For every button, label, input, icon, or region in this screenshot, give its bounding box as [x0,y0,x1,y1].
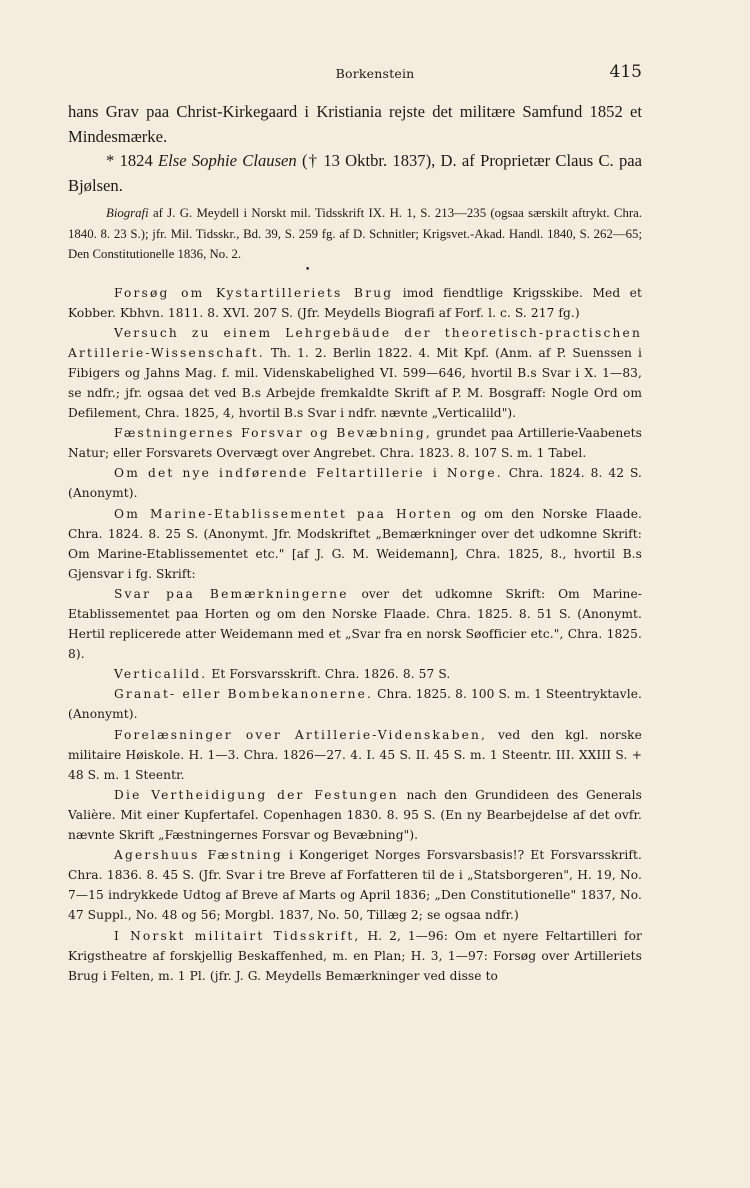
running-head: Borkenstein [335,66,415,81]
entry-title: Verticalild. [114,667,208,682]
bibliography-entry [68,323,642,423]
bibliography-entry [68,845,642,925]
bibliography-list [68,283,642,986]
bibliography-entry [68,463,642,503]
entry-title: Forsøg om Kystartilleriets Brug [114,285,394,300]
spouse-details: († 13 Oktbr. 1837), D. af Proprietær Claus C. paa Bjølsen. [68,151,643,195]
bibliography-entry [68,725,642,785]
entry-title: Agershuus Fæstning [114,848,283,863]
entry-title: Om Marine-Etablissementet paa Horten [114,506,453,521]
entry-text: og om den Norske Flaade. Chra. 1824. 8. 25 S. (Anonymt. Jfr. Modskriftet „Bemærkninger over det udkomne Skrift: Om Marine-Etablissementet etc." [af J. G. M. Weidemann], Chra. 1825, 8., hvortil B.s Gjensvar i fg. Skrift: [68,506,642,581]
bibliography-entry [68,664,642,684]
entry-text: imod fiendtlige Krigsskibe. Med et Kobber. Kbhvn. 1811. 8. XVI. 207 S. (Jfr. Meydells Biografi af Forf. l. c. S. 217 fg.) [68,285,642,320]
entry-text: Th. 1. 2. Berlin 1822. 4. Mit Kpf. (Anm. af P. Suenssen i Fibigers og Jahns Mag. f. mil. Videnskabelighed VI. 599—646, hvortil B.s Svar i X. 1—83, se ndfr.; jfr. ogsaa det ved B.s Arbejde fremkaldte Skrift af P. M. Bosgraff: Nogle Ord om Defilement, Chra. 1825, 4, hvortil B.s Svar i ndfr. nævnte „Verticalild"). [68,345,642,421]
bibliography-entry [68,584,642,664]
bibliography-entry [68,926,642,986]
entry-title: I Norskt militairt Tidsskrift, [114,928,361,943]
entry-text: Chra. 1824. 8. 42 S. (Anonymt). [68,466,642,501]
entry-text: over det udkomne Skrift: Om Marine-Etablissementet paa Horten og om den Norske Flaade. Chra. 1825. 8. 51 S. (Anonymt. Hertil replicerede atter Weidemann med et „Svar fra en norsk Søofficier etc.", Chra. 1825. 8). [68,586,642,662]
dot-mark: • [305,264,311,275]
bio-paragraph-grave: hans Grav paa Christ-Kirkegaard i Kristiania rejste det militære Samfund 1852 et Mindesmærke. [68,102,642,146]
entry-text: ved den kgl. norske militaire Høiskole. H. 1—3. Chra. 1826—27. 4. I. 45 S. II. 45 S. m. 1 Steentr. III. XXIII S. + 48 S. m. 1 Steentr. [68,727,642,782]
entry-text: nach den Grundideen des Generals Valière. Mit einer Kupfertafel. Copenhagen 1830. 8. 95 S. (En ny Bearbejdelse af det ovfr. nævnte Skrift „Fæstningernes Forsvar og Bevæbning"). [68,787,643,843]
entry-title: Om det nye indførende Feltartillerie i Norge. [114,466,503,481]
bibliography-entry [68,785,642,845]
sources-label: Biografi [106,206,149,220]
bio-paragraph-marriage [68,149,642,198]
entry-title: Versuch zu einem Lehrgebäude der theoretisch-practischen Artillerie-Wissenschaft. [68,325,642,360]
entry-text: i Kongeriget Norges Forsvarsbasis!? Et Forsvarsskrift. Chra. 1836. 8. 45 S. (Jfr. Svar i tre Breve af Forfatteren til de i „Statsborgeren", H. 19, No. 7—15 indrykkede Udtog af Breve af Marts og April 1836; „Den Constitutionelle" 1837, No. 47 Suppl., No. 48 og 56; Morgbl. 1837, No. 50, Tillæg 2; se ogsaa ndfr.) [68,848,643,923]
bibliography-entry [68,504,642,584]
sources-text: af J. G. Meydell i Norskt mil. Tidsskrift IX. H. 1, S. 213—235 (ogsaa særskilt aftrykt. Chra. 1840. 8. 23 S.); jfr. Mil. Tidsskr., Bd. 39, S. 259 fg. af D. Schnitler; Krigsvet.-Akad. Handl. 1840, S. 262—65; Den Constitutionelle 1836, No. 2. [68,206,642,261]
bio-sources [68,203,642,265]
stray-mark [68,265,642,275]
entry-text: Chra. 1825. 8. 100 S. m. 1 Steentryktavle. (Anonymt). [68,687,642,722]
bibliography-entry [68,684,642,724]
bibliography-entry [68,423,642,463]
entry-title: Die Vertheidigung der Festungen [114,787,399,802]
page-number: 415 [609,62,642,82]
page-header [0,62,750,86]
entry-title: Granat- eller Bombekanonerne. [114,687,374,702]
entry-text: H. 2, 1—96: Om et nyere Feltartilleri for Krigstheatre af forskjellig Beskaffenhed, m. en Plan; H. 3, 1—97: Forsøg over Artilleriets Brug i Felten, m. 1 Pl. (jfr. J. G. Meydells Bemærkninger ved disse to [68,928,642,983]
bibliography-entry [68,283,642,323]
entry-text: grundet paa Artillerie-Vaabenets Natur; eller Forsvarets Overvægt over Angrebet. Chra. 1823. 8. 107 S. m. 1 Tabel. [68,426,642,461]
marriage-year: * 1824 [106,151,159,170]
spouse-name: Else Sophie Clausen [158,151,297,170]
page-body [68,100,642,986]
entry-text: Et Forsvarsskrift. Chra. 1826. 8. 57 S. [207,667,451,682]
entry-title: Fæstningernes Forsvar og Bevæbning, [114,426,432,441]
entry-title: Forelæsninger over Artillerie-Videnskaben, [114,727,488,742]
entry-title: Svar paa Bemærkningerne [114,586,349,601]
